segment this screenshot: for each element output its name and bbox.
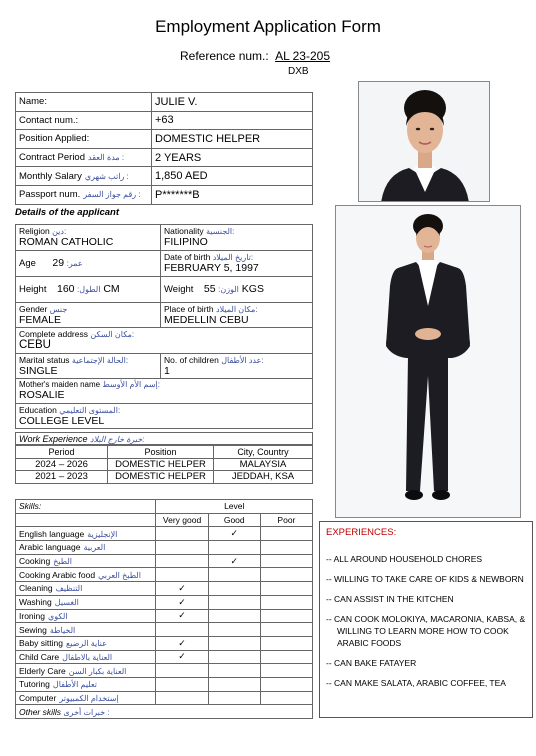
gender-cell — [16, 303, 161, 328]
form-title: Employment Application Form — [155, 17, 381, 36]
we-header-period: Period — [16, 446, 108, 459]
pob-cell — [161, 303, 313, 328]
table-row — [16, 677, 313, 691]
check-mark-icon: ✓ — [230, 528, 238, 539]
religion-label-ar: دين: — [52, 227, 67, 236]
skill-level-cell — [208, 650, 260, 664]
education-label-ar: المستوى التعليمي: — [59, 406, 121, 415]
table-row — [16, 185, 313, 204]
skill-level-cell — [208, 609, 260, 623]
table-row — [16, 471, 313, 484]
we-city: JEDDAH, KSA — [214, 471, 313, 484]
skill-name-ar: الغسيل — [54, 598, 79, 608]
work-experience-label: Work Experience — [19, 434, 88, 444]
table-row — [16, 595, 313, 609]
check-mark-icon: ✓ — [178, 596, 186, 607]
skill-name: Cleaning — [19, 583, 53, 594]
full-body-illustration — [336, 206, 521, 518]
skill-name-cell — [16, 664, 156, 678]
skill-level-cell — [260, 609, 312, 623]
skill-name-ar: تعليم الأطفال — [52, 680, 98, 690]
skill-level-cell — [156, 636, 208, 650]
field-value: +63 — [152, 111, 313, 130]
skills-label: Skills: — [16, 500, 156, 514]
skill-level-cell — [156, 609, 208, 623]
mother-value: ROSALIE — [19, 389, 65, 401]
field-label — [16, 93, 152, 112]
table-row — [16, 636, 313, 650]
skills-table — [15, 499, 313, 719]
skill-level-cell — [156, 595, 208, 609]
skill-level-cell — [260, 554, 312, 568]
skill-level-cell — [208, 677, 260, 691]
applicant-full-body-photo — [335, 205, 521, 518]
skill-level-cell — [156, 623, 208, 637]
skill-name-ar: العناية بكبار السن — [68, 666, 127, 676]
field-label-text: Contract Period — [19, 152, 86, 164]
skill-name-cell — [16, 541, 156, 555]
address-cell — [16, 328, 313, 354]
skill-name-ar: العناية بالاطفال — [62, 652, 113, 662]
table-row — [16, 609, 313, 623]
we-city: MALAYSIA — [214, 458, 313, 471]
children-cell — [161, 354, 313, 379]
skill-level-cell — [156, 541, 208, 555]
skill-level-cell — [156, 554, 208, 568]
children-label-ar: عدد الأطفال: — [221, 356, 264, 365]
table-row — [16, 111, 313, 130]
skill-level-cell — [260, 691, 312, 705]
skill-name-cell — [16, 568, 156, 582]
skill-name-cell — [16, 650, 156, 664]
skill-level-cell — [208, 527, 260, 541]
skill-level-cell — [208, 664, 260, 678]
pob-label: Place of birth — [164, 304, 214, 314]
basic-info-table — [15, 92, 313, 205]
education-value: COLLEGE LEVEL — [19, 415, 105, 427]
field-label-ar: مدة العقد : — [88, 153, 125, 163]
reference-location: DXB — [288, 66, 309, 77]
education-cell — [16, 404, 313, 429]
height-value: 160 CM — [56, 283, 120, 295]
other-skills-label: Other skills — [19, 706, 62, 717]
skill-level-cell — [260, 636, 312, 650]
field-value: 2 YEARS — [152, 148, 313, 167]
nationality-label-ar: الجنسية: — [206, 227, 235, 236]
we-period: 2021 – 2023 — [16, 471, 108, 484]
skill-name: Ironing — [19, 610, 45, 621]
mother-cell — [16, 379, 313, 404]
table-row — [16, 568, 313, 582]
skill-level-cell — [156, 527, 208, 541]
address-label-ar: مكان السكن: — [90, 330, 135, 339]
skill-level-cell — [260, 582, 312, 596]
skill-level-cell — [208, 623, 260, 637]
reference-number: AL 23-205 — [275, 49, 330, 63]
skill-level-cell — [208, 554, 260, 568]
field-label-text: Monthly Salary — [19, 170, 82, 182]
marital-value: SINGLE — [19, 365, 58, 377]
height-label: Height — [19, 284, 47, 295]
table-row — [16, 167, 313, 186]
level-good: Good — [208, 513, 260, 527]
age-label-ar: عمر: — [66, 259, 83, 268]
field-label — [16, 167, 152, 186]
skill-name-cell — [16, 623, 156, 637]
field-label — [16, 185, 152, 204]
skill-name-cell — [16, 636, 156, 650]
weight-label-ar: الوزن: — [218, 285, 239, 294]
nationality-label: Nationality — [164, 226, 204, 236]
list-item: -- CAN MAKE SALATA, ARABIC COFFEE, TEA — [326, 677, 526, 689]
address-label: Complete address — [19, 329, 88, 339]
nationality-cell — [161, 225, 313, 251]
mother-label-ar: إسم الأم الأوسط: — [102, 380, 160, 389]
skill-name: Tutoring — [19, 679, 50, 690]
applicant-details-table — [15, 224, 313, 429]
work-experience-title — [16, 433, 312, 445]
skill-name-ar: الطبخ — [53, 557, 72, 567]
skill-level-cell — [208, 636, 260, 650]
skill-name: Washing — [19, 597, 52, 608]
table-row — [16, 527, 313, 541]
field-value: JULIE V. — [152, 93, 313, 112]
skill-level-cell — [156, 650, 208, 664]
skill-level-cell — [156, 691, 208, 705]
skill-name-ar: التنظيف — [55, 584, 83, 594]
list-item: -- ALL AROUND HOUSEHOLD CHORES — [326, 553, 526, 565]
weight-cell — [161, 277, 313, 303]
field-label-text: Contact num.: — [19, 114, 79, 126]
table-row — [16, 650, 313, 664]
height-cell — [16, 277, 161, 303]
skill-level-cell — [156, 664, 208, 678]
skill-level-cell — [208, 568, 260, 582]
age-cell — [16, 251, 161, 277]
field-label — [16, 130, 152, 149]
marital-label-ar: الحالة الإجتماعية: — [71, 356, 129, 365]
table-row — [16, 554, 313, 568]
field-label — [16, 111, 152, 130]
skill-level-cell — [260, 650, 312, 664]
level-header: Level — [156, 500, 313, 514]
weight-label: Weight — [164, 284, 194, 295]
table-row — [16, 664, 313, 678]
field-label-text: Position Applied: — [19, 133, 90, 145]
skill-name-cell — [16, 582, 156, 596]
table-row — [16, 458, 313, 471]
we-period: 2024 – 2026 — [16, 458, 108, 471]
other-skills-cell — [16, 705, 313, 719]
pob-label-ar: مكان الميلاد: — [216, 305, 258, 314]
skill-name: Baby sitting — [19, 638, 63, 649]
table-row — [16, 130, 313, 149]
reference-label: Reference num.: — [180, 49, 269, 63]
field-label-text: Passport num. — [19, 189, 81, 201]
skill-name: Sewing — [19, 624, 47, 635]
field-label-text: Name: — [19, 96, 47, 108]
skill-name-ar: إستخدام الكمبيوتر — [59, 693, 119, 703]
check-mark-icon: ✓ — [230, 555, 238, 566]
work-experience-section — [15, 432, 313, 445]
skill-level-cell — [260, 568, 312, 582]
pob-value: MEDELLIN CEBU — [164, 314, 249, 326]
experiences-box — [319, 521, 533, 718]
table-row — [16, 541, 313, 555]
skill-name: Arabic language — [19, 542, 81, 553]
skill-name: Elderly Care — [19, 665, 66, 676]
gender-label: Gender — [19, 304, 48, 314]
check-mark-icon: ✓ — [178, 610, 186, 621]
applicant-portrait-photo — [358, 81, 490, 202]
religion-label: Religion — [19, 226, 50, 236]
check-mark-icon: ✓ — [178, 637, 186, 648]
skill-level-cell — [156, 677, 208, 691]
address-value: CEBU — [19, 339, 51, 351]
dob-cell — [161, 251, 313, 277]
level-poor: Poor — [260, 513, 312, 527]
education-label: Education — [19, 405, 57, 415]
we-header-city: City, Country — [214, 446, 313, 459]
skill-name-cell — [16, 554, 156, 568]
list-item: -- CAN COOK MOLOKIYA, MACARONIA, KABSA, & WILLING TO LEARN MORE HOW TO COOK ARABIC FOODS — [326, 613, 526, 649]
age-label: Age — [19, 258, 36, 269]
portrait-illustration — [359, 82, 490, 202]
list-item: -- CAN ASSIST IN THE KITCHEN — [326, 593, 526, 605]
reference-line — [180, 49, 330, 63]
table-row — [16, 148, 313, 167]
skill-name-ar: الكوي — [48, 611, 68, 621]
we-position: DOMESTIC HELPER — [108, 471, 214, 484]
skill-name-cell — [16, 527, 156, 541]
work-experience-table — [15, 445, 313, 484]
experiences-title: EXPERIENCES: — [326, 527, 397, 538]
field-label-ar: راتب شهري : — [84, 171, 129, 181]
table-row — [16, 582, 313, 596]
skills-spacer — [16, 513, 156, 527]
skill-level-cell — [208, 541, 260, 555]
skill-name: Cooking Arabic food — [19, 569, 96, 580]
skill-level-cell — [260, 664, 312, 678]
skill-level-cell — [260, 623, 312, 637]
check-mark-icon: ✓ — [178, 582, 186, 593]
skill-level-cell — [208, 691, 260, 705]
religion-cell — [16, 225, 161, 251]
field-label-ar: رقم جواز السفر : — [83, 190, 141, 200]
skill-level-cell — [260, 527, 312, 541]
other-skills-label-ar: خبرات أخرى : — [63, 707, 110, 717]
skill-name-ar: عناية الرضيع — [65, 639, 107, 649]
details-heading: Details of the applicant — [15, 207, 119, 218]
we-header-position: Position — [108, 446, 214, 459]
dob-label: Date of birth — [164, 252, 211, 262]
weight-value: 55 KGS — [203, 283, 264, 295]
marital-label: Marital status — [19, 355, 70, 365]
level-very-good: Very good — [156, 513, 208, 527]
skill-level-cell — [208, 595, 260, 609]
skill-name-cell — [16, 677, 156, 691]
skill-name-cell — [16, 691, 156, 705]
skill-level-cell — [156, 568, 208, 582]
mother-label: Mother's maiden name — [19, 380, 101, 389]
skill-level-cell — [260, 595, 312, 609]
check-mark-icon: ✓ — [178, 651, 186, 662]
skill-name-cell — [16, 595, 156, 609]
work-experience-label-ar: خبرة خارج البلاد: — [90, 435, 145, 444]
skill-level-cell — [208, 582, 260, 596]
skill-name: Child Care — [19, 651, 60, 662]
skill-level-cell — [156, 582, 208, 596]
experiences-list — [326, 553, 526, 689]
children-value: 1 — [164, 365, 170, 377]
skill-name: English language — [19, 528, 85, 539]
field-value: DOMESTIC HELPER — [152, 130, 313, 149]
list-item: -- CAN BAKE FATAYER — [326, 657, 526, 669]
religion-value: ROMAN CATHOLIC — [19, 236, 114, 248]
gender-value: FEMALE — [19, 314, 62, 326]
gender-label-ar: جنس — [49, 305, 68, 314]
children-label: No. of children — [164, 355, 219, 365]
field-value: 1,850 AED — [152, 167, 313, 186]
field-label — [16, 148, 152, 167]
field-value: P*******B — [152, 185, 313, 204]
we-position: DOMESTIC HELPER — [108, 458, 214, 471]
skill-name: Cooking — [19, 556, 51, 567]
height-label-ar: الطول: — [77, 285, 101, 294]
nationality-value: FILIPINO — [164, 236, 208, 248]
skill-name-cell — [16, 609, 156, 623]
skill-name: Computer — [19, 692, 57, 703]
dob-label-ar: تاريخ الميلاد: — [212, 253, 254, 262]
dob-value: FEBRUARY 5, 1997 — [164, 262, 259, 274]
table-row — [16, 93, 313, 112]
table-row — [16, 623, 313, 637]
skill-name-ar: العربية — [83, 543, 106, 553]
age-value: 29 — [52, 257, 65, 269]
list-item: -- WILLING TO TAKE CARE OF KIDS & NEWBORN — [326, 573, 526, 585]
table-row — [16, 691, 313, 705]
marital-cell — [16, 354, 161, 379]
skill-name-ar: الخياطة — [49, 625, 76, 635]
skill-name-ar: الإنجليزية — [87, 529, 118, 539]
skill-level-cell — [260, 677, 312, 691]
skill-level-cell — [260, 541, 312, 555]
skill-name-ar: الطبخ العربي — [98, 570, 141, 580]
